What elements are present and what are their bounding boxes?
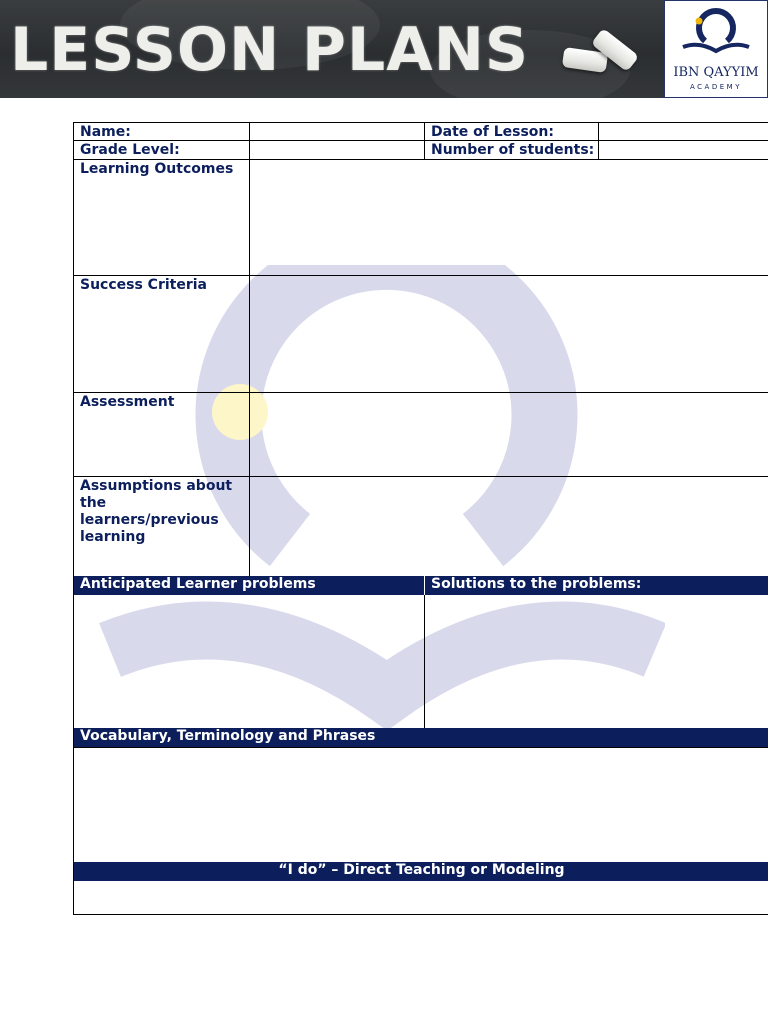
form-row-success-criteria: [73, 276, 768, 393]
form-row-problems-header: [73, 576, 768, 595]
form-row-i-do-header: [73, 862, 768, 881]
form-row-vocabulary-header: [73, 728, 768, 747]
success-criteria-field[interactable]: [250, 276, 768, 392]
date-field[interactable]: [599, 123, 768, 140]
solutions-field[interactable]: [425, 595, 768, 728]
date-label: Date of Lesson:: [425, 123, 599, 140]
solutions-header: Solutions to the problems:: [425, 576, 768, 595]
logo-name: IBN QAYYIM: [673, 65, 759, 80]
success-criteria-label: Success Criteria: [74, 276, 250, 392]
form-row-problems-body: [73, 595, 768, 728]
assessment-field[interactable]: [250, 393, 768, 476]
i-do-field[interactable]: [74, 881, 768, 914]
assumptions-label: Assumptions about the learners/previous learning: [74, 477, 250, 576]
form-row-assumptions: [73, 477, 768, 576]
learning-outcomes-label: Learning Outcomes: [74, 160, 250, 275]
form-row-learning-outcomes: [73, 160, 768, 276]
form-row-vocabulary-body: [73, 747, 768, 862]
vocabulary-field[interactable]: [74, 748, 768, 862]
header-banner: [0, 0, 768, 98]
students-field[interactable]: [599, 141, 768, 159]
grade-field[interactable]: [250, 141, 425, 159]
anticipated-problems-field[interactable]: [74, 595, 425, 728]
omega-book-logo-icon: [665, 1, 767, 63]
anticipated-problems-header: Anticipated Learner problems: [74, 576, 425, 595]
name-field[interactable]: [250, 123, 425, 140]
form-row-name-date: [73, 122, 768, 141]
logo-subtitle: ACADEMY: [690, 83, 742, 91]
form-row-grade-students: [73, 141, 768, 160]
form-row-i-do-body: [73, 881, 768, 915]
learning-outcomes-field[interactable]: [250, 160, 768, 275]
assumptions-field[interactable]: [250, 477, 768, 576]
students-label: Number of students:: [425, 141, 599, 159]
i-do-header: “I do” – Direct Teaching or Modeling: [74, 862, 768, 881]
name-label: Name:: [74, 123, 250, 140]
lesson-plan-form: [73, 122, 768, 915]
grade-label: Grade Level:: [74, 141, 250, 159]
vocabulary-header: Vocabulary, Terminology and Phrases: [74, 728, 768, 747]
academy-logo: [664, 0, 768, 98]
form-row-assessment: [73, 393, 768, 477]
assessment-label: Assessment: [74, 393, 250, 476]
page-title: LESSON PLANS: [10, 15, 530, 85]
